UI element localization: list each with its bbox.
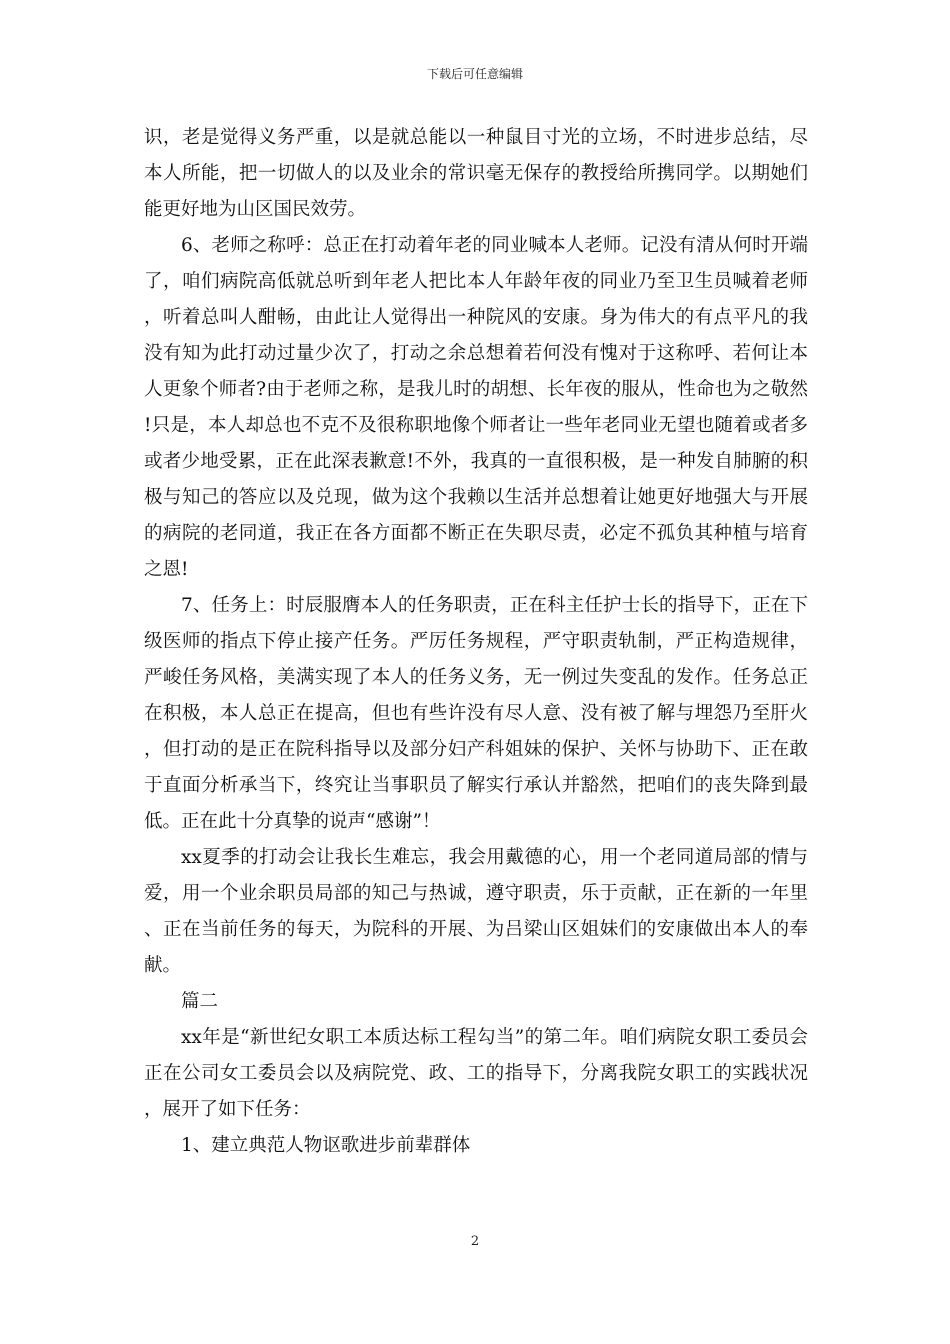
page-number: 2: [470, 1234, 480, 1249]
paragraph-3: 7、任务上：时辰服膺本人的任务职责，正在科主任护士长的指导下，正在下级医师的指点下停止接产任务。严厉任务规程，严守职责轨制，严正构造规律，严峻任务风格，美满实现了本人的任务义务，无一例过失变乱的发作。任务总正在积极，本人总正在提高，但也有些许没有尽人意、没有被了解与埋怨乃至肝火，但打动的是正在院科指导以及部分妇产科姐妹的保护、关怀与协助下、正在敢于直面分析承当下，终究让当事职员了解实行承认并豁然，把咱们的丧失降到最低。正在此十分真挚的说声“感谢”！: [144, 595, 808, 832]
paragraph-5: xx年是“新世纪女职工本质达标工程勾当”的第二年。咱们病院女职工委员会正在公司女工委员会以及病院党、政、工的指导下，分离我院女职工的实践状况，展开了如下任务：: [144, 1027, 808, 1120]
section-heading: 篇二: [181, 991, 219, 1012]
page-header: 下载后可任意编辑: [426, 67, 523, 81]
paragraph-2: 6、老师之称呼：总正在打动着年老的同业喊本人老师。记没有清从何时开端了，咱们病院高低就总听到年老人把比本人年龄年夜的同业乃至卫生员喊着老师，听着总叫人酣畅，由此让人觉得出一种院风的安康。身为伟大的有点平凡的我没有知为此打动过量少次了，打动之余总想着若何没有愧对于这称呼、若何让本人更象个师者?由于老师之称，是我儿时的胡想、长年夜的服从，性命也为之敬然!只是，本人却总也不克不及很称职地像个师者让一些年老同业无望也随着或者多或者少地受累，正在此深表歉意!不外，我真的一直很积极，是一种发自肺腑的积极与知己的答应以及兑现，做为这个我赖以生活并总想着让她更好地强大与开展的病院的老同道，我正在各方面都不断正在失职尽责，必定不孤负其种植与培育之恩!: [144, 235, 808, 580]
document-body: [144, 120, 808, 1164]
paragraph-6: 1、建立典范人物讴歌进步前辈群体: [181, 1135, 471, 1156]
paragraph-4: xx夏季的打动会让我长生难忘，我会用戴德的心，用一个老同道局部的情与爱，用一个业余职员局部的知己与热诚，遵守职责，乐于贡献，正在新的一年里、正在当前任务的每天，为院科的开展、为吕梁山区姐妹们的安康做出本人的奉献。: [144, 847, 808, 976]
paragraph-1: 识，老是觉得义务严重，以是就总能以一种鼠目寸光的立场，不时进步总结，尽本人所能，把一切做人的以及业余的常识毫无保存的教授给所携同学。以期她们能更好地为山区国民效劳。: [144, 127, 808, 220]
